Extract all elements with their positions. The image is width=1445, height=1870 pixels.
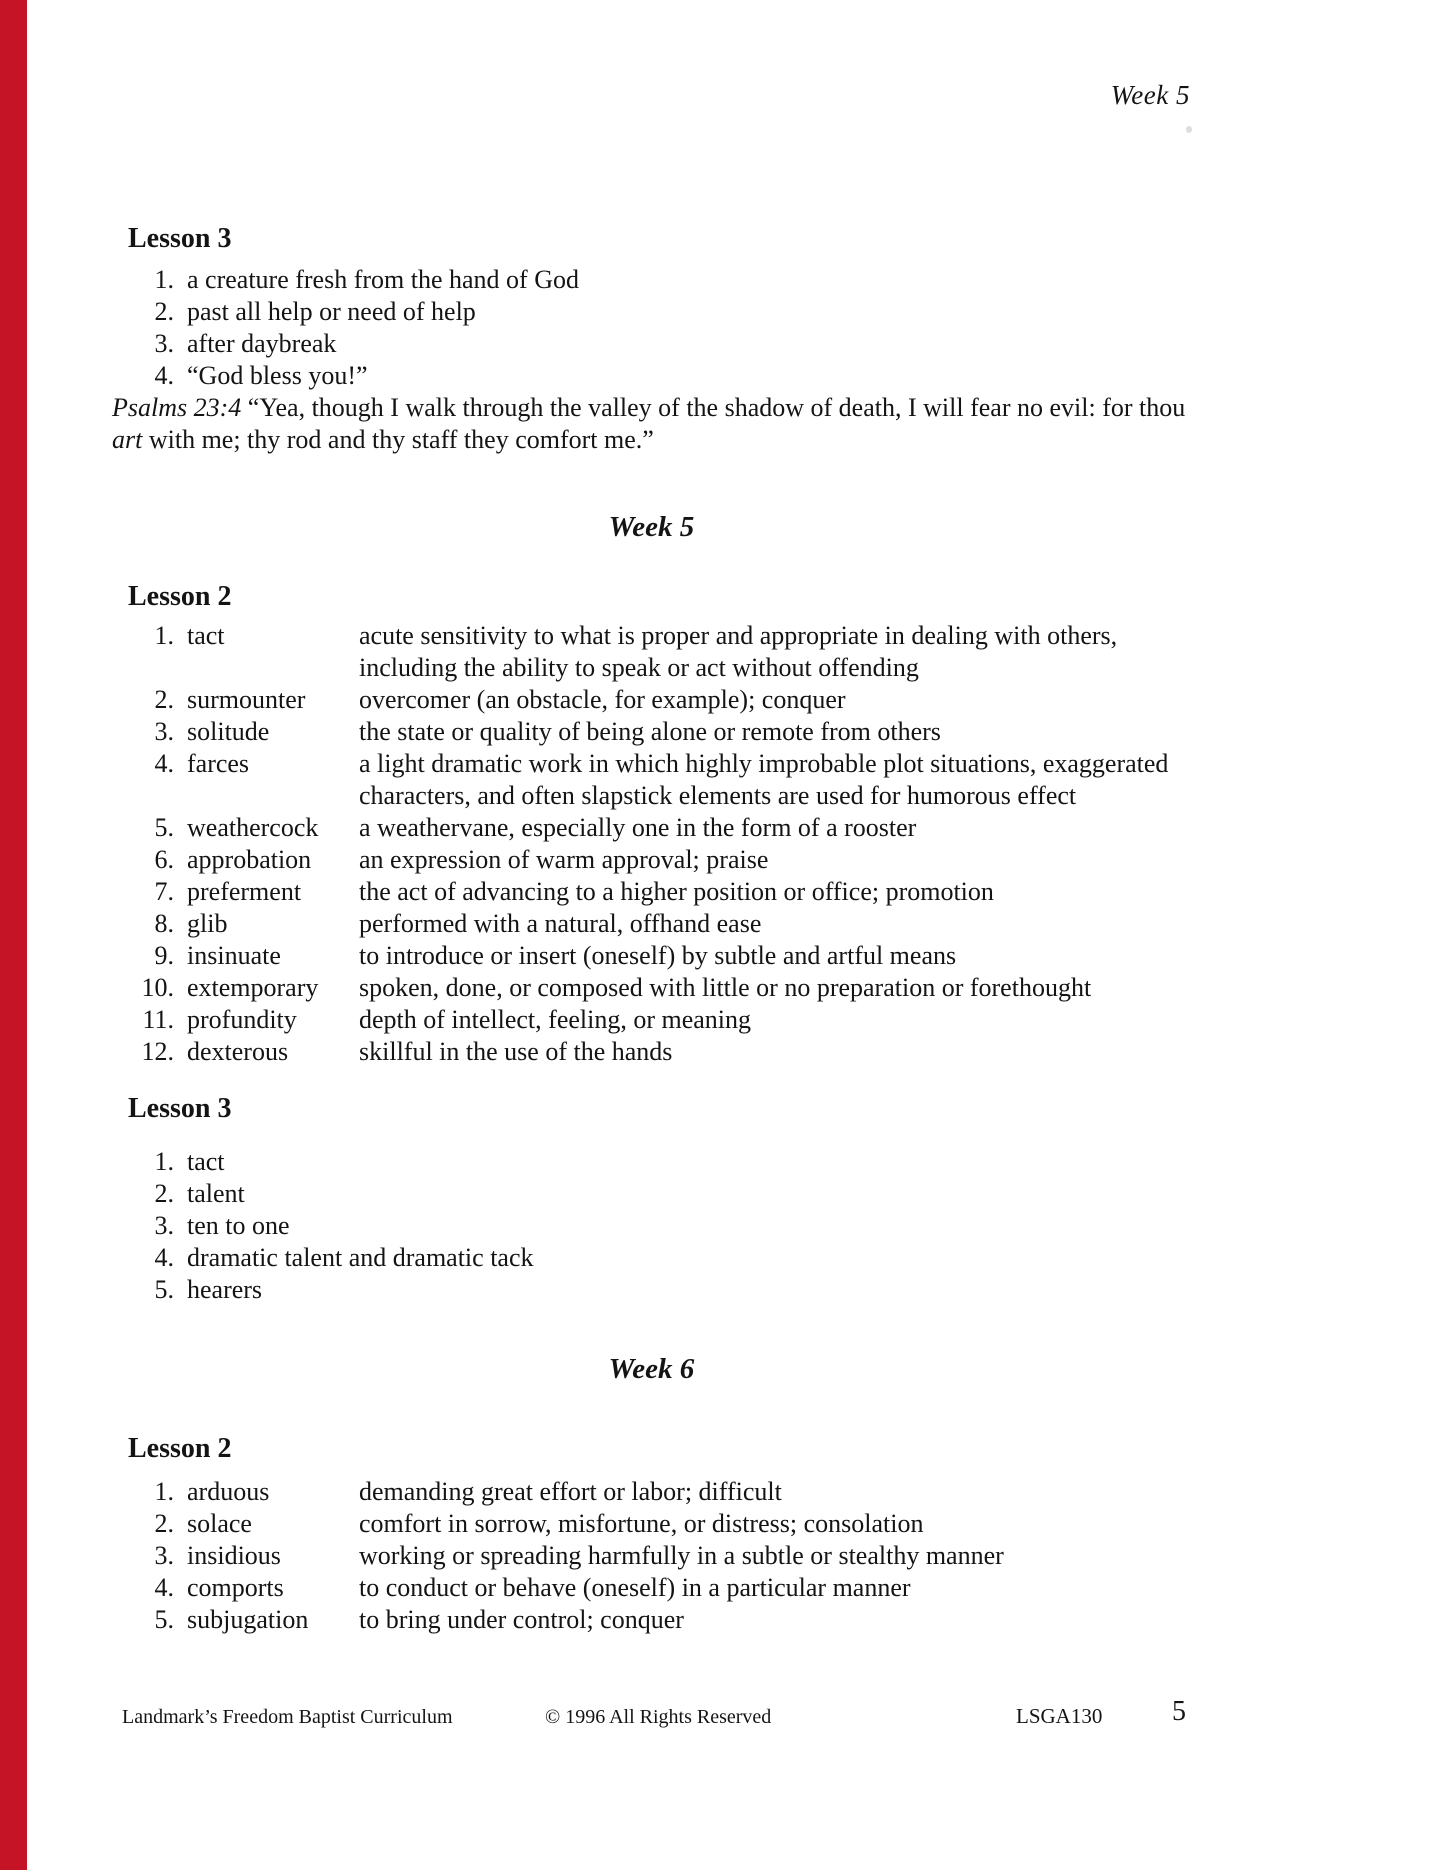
- vocab-row: [0, 940, 1445, 972]
- item-number: 5.: [154, 1275, 174, 1304]
- vocab-term: comports: [187, 1573, 284, 1602]
- week6-heading: Week 6: [608, 1353, 695, 1385]
- vocab-term: farces: [187, 749, 250, 778]
- vocab-definition: comfort in sorrow, misfortune, or distress; consolation: [359, 1509, 924, 1538]
- vocab-definition: to conduct or behave (oneself) in a particular manner: [359, 1573, 911, 1602]
- scripture-text-1: “Yea, though I walk through the valley of the shadow of death, I will fear no evil: for thou: [241, 393, 1186, 422]
- vocab-definition: to bring under control; conquer: [359, 1605, 684, 1634]
- list-item: [0, 360, 1445, 392]
- vocab-definition: the state or quality of being alone or remote from others: [359, 717, 941, 746]
- vocab-definition: depth of intellect, feeling, or meaning: [359, 1005, 752, 1034]
- vocab-term: subjugation: [187, 1605, 309, 1634]
- scripture-emphasis: art: [112, 425, 143, 454]
- vocab-definition: a light dramatic work in which highly improbable plot situations, exaggerated characters, and often slapstick elements are used for humorous effect: [359, 749, 1169, 810]
- vocab-definition: overcomer (an obstacle, for example); conquer: [359, 685, 846, 714]
- list-item: [0, 1274, 1445, 1306]
- item-number: 4.: [154, 1243, 174, 1272]
- list-item: [0, 1242, 1445, 1274]
- vocab-term: approbation: [187, 845, 312, 874]
- vocab-number: 5.: [154, 1605, 174, 1634]
- list-item: [0, 1178, 1445, 1210]
- vocab-list: [0, 620, 1445, 1068]
- vocab-number: 9.: [154, 941, 174, 970]
- list-item: [0, 1210, 1445, 1242]
- vocab-definition: a weathervane, especially one in the form of a rooster: [359, 813, 917, 842]
- vocab-definition: an expression of warm approval; praise: [359, 845, 769, 874]
- footer-publisher: Landmark’s Freedom Baptist Curriculum: [122, 1706, 453, 1728]
- vocab-term: arduous: [187, 1477, 270, 1506]
- week5-lesson3-section: [0, 1092, 1445, 1306]
- vocab-number: 4.: [154, 749, 174, 778]
- vocab-term: dexterous: [187, 1037, 289, 1066]
- vocab-row: [0, 876, 1445, 908]
- vocab-number: 3.: [154, 1541, 174, 1570]
- vocab-row: [0, 844, 1445, 876]
- answers-list: [0, 1146, 1445, 1306]
- item-text: “God bless you!”: [187, 361, 368, 390]
- running-head: Week 5: [1110, 80, 1190, 110]
- week5-heading: Week 5: [608, 511, 695, 543]
- vocab-definition: demanding great effort or labor; difficult: [359, 1477, 782, 1506]
- vocab-term: preferment: [187, 877, 302, 906]
- lesson-heading: Lesson 3: [128, 223, 232, 254]
- item-text: after daybreak: [187, 329, 337, 358]
- item-text: past all help or need of help: [187, 297, 476, 326]
- vocab-term: surmounter: [187, 685, 306, 714]
- vocab-number: 7.: [154, 877, 174, 906]
- vocab-row: [0, 716, 1445, 748]
- lesson-heading: Lesson 3: [128, 1093, 232, 1124]
- list-item: [0, 1146, 1445, 1178]
- vocab-term: insidious: [187, 1541, 281, 1570]
- item-text: dramatic talent and dramatic tack: [187, 1243, 534, 1272]
- item-number: 3.: [154, 329, 174, 358]
- vocab-number: 12.: [141, 1037, 174, 1066]
- vocab-term: weathercock: [187, 813, 319, 842]
- item-number: 2.: [154, 297, 174, 326]
- vocab-term: extemporary: [187, 973, 319, 1002]
- vocab-row: [0, 908, 1445, 940]
- answers-list: [0, 264, 1445, 392]
- answers-section: [0, 222, 1445, 456]
- scan-artifact: [1186, 126, 1192, 133]
- footer-document-code: LSGA130: [1016, 1704, 1103, 1728]
- item-text: hearers: [187, 1275, 263, 1304]
- vocab-term: solace: [187, 1509, 252, 1538]
- vocab-row: [0, 748, 1445, 812]
- list-item: [0, 264, 1445, 296]
- vocab-row: [0, 1572, 1445, 1604]
- page-number: 5: [1172, 1696, 1186, 1727]
- vocab-row: [0, 972, 1445, 1004]
- item-text: tact: [187, 1147, 225, 1176]
- vocab-list: [0, 1476, 1445, 1636]
- item-number: 4.: [154, 361, 174, 390]
- list-item: [0, 296, 1445, 328]
- vocab-definition: spoken, done, or composed with little or no preparation or forethought: [359, 973, 1092, 1002]
- vocab-number: 6.: [154, 845, 174, 874]
- item-number: 1.: [154, 1147, 174, 1176]
- vocab-row: [0, 1604, 1445, 1636]
- week6-lesson2-section: [0, 1432, 1445, 1636]
- vocab-number: 4.: [154, 1573, 174, 1602]
- vocab-definition: the act of advancing to a higher position or office; promotion: [359, 877, 994, 906]
- vocab-number: 3.: [154, 717, 174, 746]
- scripture-verse: [0, 392, 1190, 456]
- vocab-number: 1.: [154, 621, 174, 650]
- vocab-term: insinuate: [187, 941, 281, 970]
- vocab-row: [0, 684, 1445, 716]
- item-text: ten to one: [187, 1211, 290, 1240]
- item-number: 3.: [154, 1211, 174, 1240]
- vocab-term: profundity: [187, 1005, 297, 1034]
- vocab-number: 8.: [154, 909, 174, 938]
- vocab-row: [0, 1476, 1445, 1508]
- vocab-number: 2.: [154, 685, 174, 714]
- item-number: 1.: [154, 265, 174, 294]
- week5-lesson2-section: [0, 580, 1445, 1068]
- vocab-definition: acute sensitivity to what is proper and appropriate in dealing with others, including the ability to speak or act without offending: [359, 621, 1118, 682]
- footer-copyright: © 1996 All Rights Reserved: [545, 1706, 772, 1728]
- scripture-reference: Psalms 23:4: [112, 393, 242, 422]
- vocab-row: [0, 1004, 1445, 1036]
- vocab-definition: performed with a natural, offhand ease: [359, 909, 762, 938]
- scripture-text-2: with me; thy rod and thy staff they comfort me.”: [142, 425, 654, 454]
- lesson-heading: Lesson 2: [128, 581, 232, 612]
- vocab-row: [0, 1508, 1445, 1540]
- item-text: talent: [187, 1179, 245, 1208]
- list-item: [0, 328, 1445, 360]
- vocab-row: [0, 620, 1445, 684]
- vocab-number: 1.: [154, 1477, 174, 1506]
- vocab-definition: to introduce or insert (oneself) by subtle and artful means: [359, 941, 957, 970]
- vocab-term: glib: [187, 909, 228, 938]
- item-text: a creature fresh from the hand of God: [187, 265, 579, 294]
- vocab-number: 2.: [154, 1509, 174, 1538]
- vocab-definition: working or spreading harmfully in a subtle or stealthy manner: [359, 1541, 1004, 1570]
- vocab-number: 5.: [154, 813, 174, 842]
- vocab-row: [0, 1540, 1445, 1572]
- vocab-term: solitude: [187, 717, 270, 746]
- vocab-row: [0, 1036, 1445, 1068]
- vocab-term: tact: [187, 621, 225, 650]
- item-number: 2.: [154, 1179, 174, 1208]
- vocab-row: [0, 812, 1445, 844]
- vocab-definition: skillful in the use of the hands: [359, 1037, 673, 1066]
- vocab-number: 11.: [142, 1005, 174, 1034]
- lesson-heading: Lesson 2: [128, 1433, 232, 1464]
- vocab-number: 10.: [141, 973, 174, 1002]
